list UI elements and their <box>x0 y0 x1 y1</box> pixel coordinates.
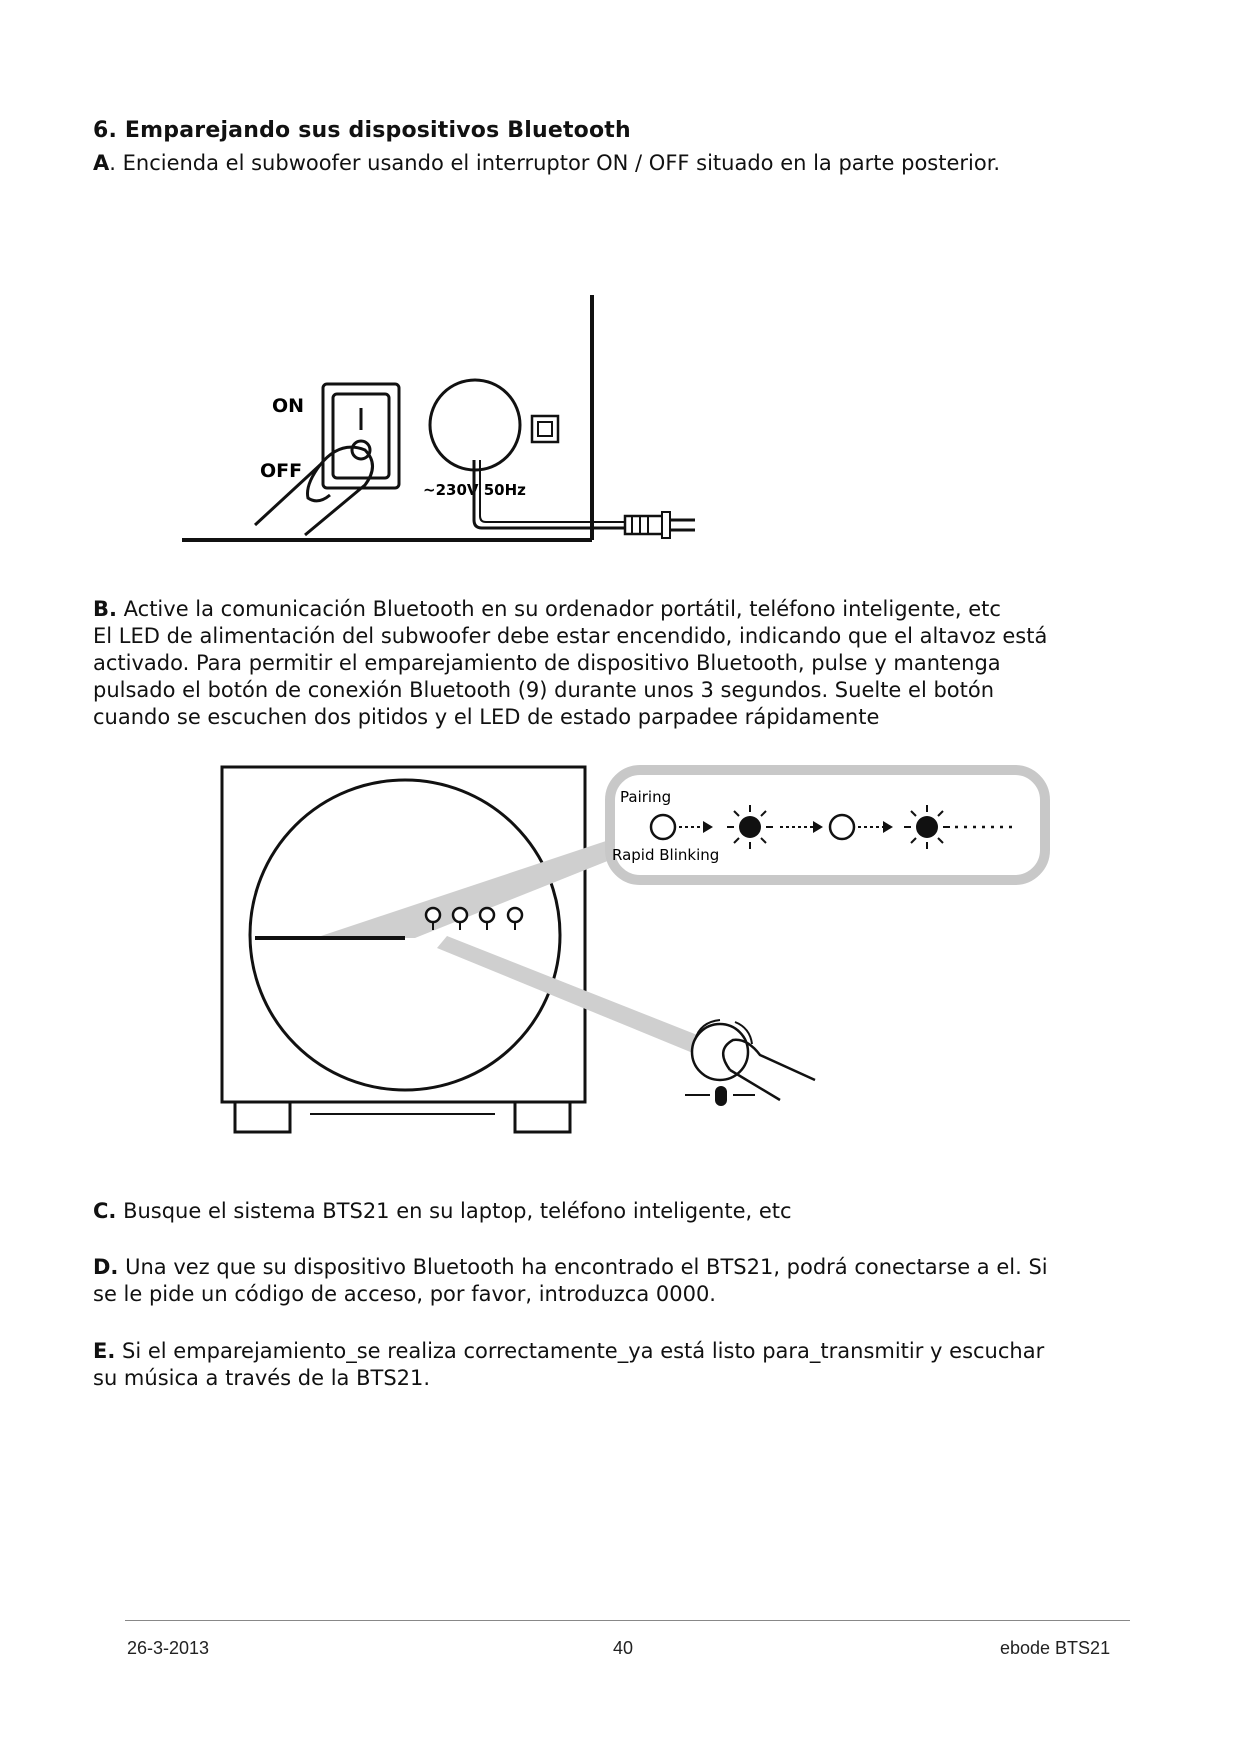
step-c <box>93 1198 1153 1225</box>
step-b <box>93 596 1153 731</box>
step-d-line-2: se le pide un código de acceso, por favor, introduzca 0000. <box>93 1282 716 1306</box>
step-c-text: Busque el sistema BTS21 en su laptop, teléfono inteligente, etc <box>116 1199 792 1223</box>
led-2 <box>453 908 467 922</box>
step-e-line-2: su música a través de la BTS21. <box>93 1366 431 1390</box>
step-e-label: E. <box>93 1339 116 1363</box>
on-label: ON <box>272 395 305 417</box>
pairing-figure <box>215 760 1075 1160</box>
section-heading: 6. Emparejando sus dispositivos Bluetooth <box>93 118 631 143</box>
step-a <box>93 150 1153 177</box>
step-d <box>93 1254 1153 1308</box>
step-c-label: C. <box>93 1199 117 1223</box>
step-b-line-1: Active la comunicación Bluetooth en su ordenador portátil, teléfono inteligente, etc <box>116 597 1001 621</box>
step-e-line-1: Si el emparejamiento_se realiza correctamente_ya está listo para_transmitir y escuchar <box>115 1339 1045 1363</box>
step-b-line-4: pulsado el botón de conexión Bluetooth (9) durante unos 3 segundos. Suelte el botón <box>93 678 995 702</box>
footer-product: ebode BTS21 <box>1000 1638 1111 1658</box>
led-off-icon-2 <box>830 815 854 839</box>
led-on-icon <box>727 805 773 849</box>
led-on-icon-2 <box>904 805 950 849</box>
power-inlet <box>430 380 520 470</box>
step-a-text: . Encienda el subwoofer usando el interruptor ON / OFF situado en la parte posterior. <box>109 151 1001 175</box>
step-b-label: B. <box>93 597 117 621</box>
led-1 <box>426 908 440 922</box>
step-b-line-3: activado. Para permitir el emparejamiento de dispositivo Bluetooth, pulse y mantenga <box>93 651 1001 675</box>
step-a-label: A <box>93 151 110 175</box>
bluetooth-button <box>692 1024 748 1080</box>
footer-divider <box>125 1620 1130 1621</box>
footer-page-number: 40 <box>613 1638 634 1658</box>
led-3 <box>480 908 494 922</box>
led-off-icon <box>651 815 675 839</box>
led-4 <box>508 908 522 922</box>
rocker-switch <box>333 394 389 478</box>
rapid-blinking-label: Rapid Blinking <box>612 846 720 864</box>
step-e <box>93 1338 1153 1392</box>
step-b-line-2: El LED de alimentación del subwoofer debe estar encendido, indicando que el altavoz está <box>93 624 1048 648</box>
bluetooth-icon <box>715 1086 727 1106</box>
step-d-line-1: Una vez que su dispositivo Bluetooth ha encontrado el BTS21, podrá conectarse a el. Si <box>118 1255 1048 1279</box>
footer-date: 26-3-2013 <box>127 1638 210 1658</box>
step-b-line-5: cuando se escuchen dos pitidos y el LED de estado parpadee rápidamente <box>93 705 880 729</box>
voltage-label: ~230V 50Hz <box>423 481 526 499</box>
pairing-label: Pairing <box>620 788 672 806</box>
step-d-label: D. <box>93 1255 119 1279</box>
power-switch-figure <box>180 290 720 560</box>
off-label: OFF <box>260 460 303 482</box>
